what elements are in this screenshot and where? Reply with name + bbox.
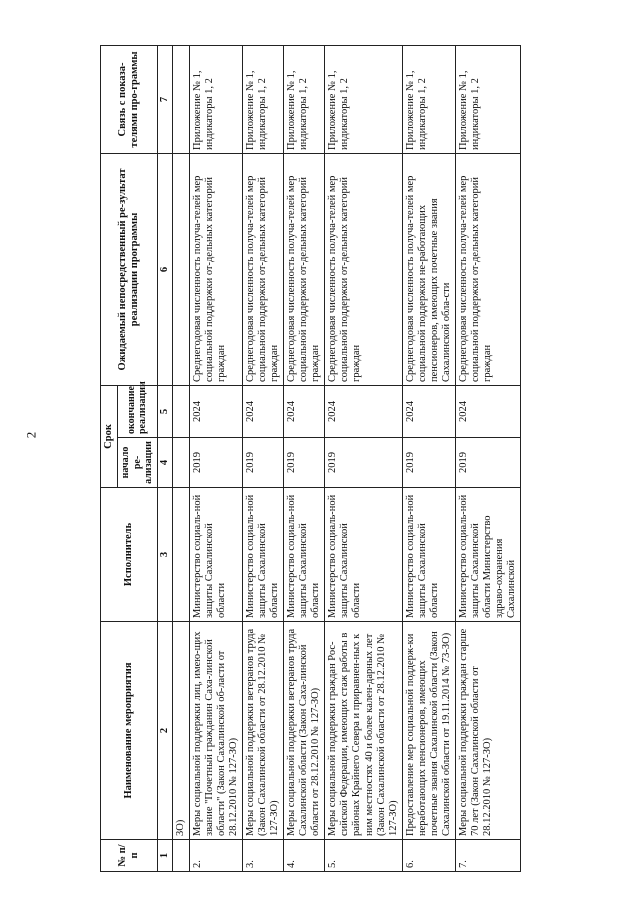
- col-number: 5: [157, 385, 172, 437]
- table-row: [242, 45, 283, 871]
- row-end: 2024: [402, 385, 455, 437]
- row-result: Среднегодовая численность получа-телей мер социальной поддержки от-дельных категорий граждан: [455, 153, 520, 385]
- continuation-text: 3О): [172, 622, 189, 840]
- header-num: № п/п: [101, 840, 158, 872]
- row-executor: Министерство социаль-ной защиты Сахалинской области Министерство здраво-охранения Сахалинской: [455, 488, 520, 622]
- row-start: 2019: [455, 438, 520, 488]
- row-executor: Министерство социаль-ной защиты Сахалинской области: [402, 488, 455, 622]
- row-name: Предоставление мер социальной поддерж-ки неработающих пенсионеров, имеющих почетные звания Сахалинской области (Закон Сахалинской области от 19.11.2014 № 73-ЗО): [402, 622, 455, 840]
- row-end: 2024: [325, 385, 402, 437]
- col-number: 2: [157, 622, 172, 840]
- header-term: Срок: [101, 385, 118, 487]
- row-num: 7.: [455, 840, 520, 872]
- row-link: Приложение № 1, индикаторы 1, 2: [455, 45, 520, 153]
- row-result: Среднегодовая численность получа-телей мер социальной поддержки от-дельных категорий граждан: [189, 153, 242, 385]
- continuation-row: [172, 45, 189, 871]
- table-row: [402, 45, 455, 871]
- row-result: Среднегодовая численность получа-телей мер социальной поддержки от-дельных категорий граждан: [284, 153, 325, 385]
- row-executor: Министерство социаль-ной защиты Сахалинской области: [189, 488, 242, 622]
- col-number: 4: [157, 438, 172, 488]
- table-row: [284, 45, 325, 871]
- row-num: 2.: [189, 840, 242, 872]
- header-name: Наименование мероприятия: [101, 622, 158, 840]
- row-start: 2019: [402, 438, 455, 488]
- table-row: [189, 45, 242, 871]
- table-row: [455, 45, 520, 871]
- row-name: Меры социальной поддержки граждан Рос-сийской Федерации, имеющих стаж работы в районах Крайнего Севера и приравнен-ных к ним местностях 40 и более кален-дарных лет (Закон Сахалинской области от 28.12.2010 № 127-ЗО): [325, 622, 402, 840]
- column-number-row: [157, 45, 172, 871]
- page-number: 2: [23, 431, 39, 439]
- row-num: 6.: [402, 840, 455, 872]
- row-executor: Министерство социаль-ной защиты Сахалинской области: [242, 488, 283, 622]
- row-name: Меры социальной поддержки ветеранов труда (Закон Сахалинской области от 28.12.2010 № 127-ЗО): [242, 622, 283, 840]
- row-num: 4.: [284, 840, 325, 872]
- header-link: Связь с показа-телями про-граммы: [101, 45, 158, 153]
- col-number: 3: [157, 488, 172, 622]
- measures-table: [100, 45, 521, 872]
- row-executor: Министерство социаль-ной защиты Сахалинской области: [284, 488, 325, 622]
- rotated-table-container: [100, 46, 596, 872]
- header-row: [101, 45, 118, 871]
- row-result: Среднегодовая численность получа-телей мер социальной поддержки не-работающих пенсионеров, имеющих почетные звания Сахалинской обла-сти: [402, 153, 455, 385]
- header-executor: Исполнитель: [101, 488, 158, 622]
- row-start: 2019: [325, 438, 402, 488]
- table-row: [325, 45, 402, 871]
- row-start: 2019: [189, 438, 242, 488]
- header-end: окончание реализации: [118, 385, 158, 437]
- row-start: 2019: [242, 438, 283, 488]
- header-start: начало ре-ализации: [118, 438, 158, 488]
- row-link: Приложение № 1, индикаторы 1, 2: [242, 45, 283, 153]
- row-end: 2024: [189, 385, 242, 437]
- row-start: 2019: [284, 438, 325, 488]
- row-result: Среднегодовая численность получа-телей мер социальной поддержки от-дельных категорий граждан: [242, 153, 283, 385]
- row-link: Приложение № 1, индикаторы 1, 2: [325, 45, 402, 153]
- row-link: Приложение № 1, индикаторы 1, 2: [284, 45, 325, 153]
- row-end: 2024: [455, 385, 520, 437]
- row-name: Меры социальной поддержки лиц, имею-щих звание "Почетный гражданин Саха-линской области" (Закон Сахалинской об-ласти от 28.12.2010 № 127-ЗО): [189, 622, 242, 840]
- row-end: 2024: [284, 385, 325, 437]
- row-link: Приложение № 1, индикаторы 1, 2: [189, 45, 242, 153]
- col-number: 1: [157, 840, 172, 872]
- row-link: Приложение № 1, индикаторы 1, 2: [402, 45, 455, 153]
- row-end: 2024: [242, 385, 283, 437]
- row-name: Меры социальной поддержки граждан старше 70 лет (Закон Сахалинской области от 28.12.2010 № 127-ЗО): [455, 622, 520, 840]
- col-number: 7: [157, 45, 172, 153]
- row-result: Среднегодовая численность получа-телей мер социальной поддержки от-дельных категорий граждан: [325, 153, 402, 385]
- row-executor: Министерство социаль-ной защиты Сахалинской области: [325, 488, 402, 622]
- row-num: 5.: [325, 840, 402, 872]
- header-result: Ожидаемый непосредственный ре-зультат реализации программы: [101, 153, 158, 385]
- row-name: Меры социальной поддержки ветеранов труда Сахалинской области (Закон Саха-линской области от 28.12.2010 № 127-ЗО): [284, 622, 325, 840]
- col-number: 6: [157, 153, 172, 385]
- row-num: 3.: [242, 840, 283, 872]
